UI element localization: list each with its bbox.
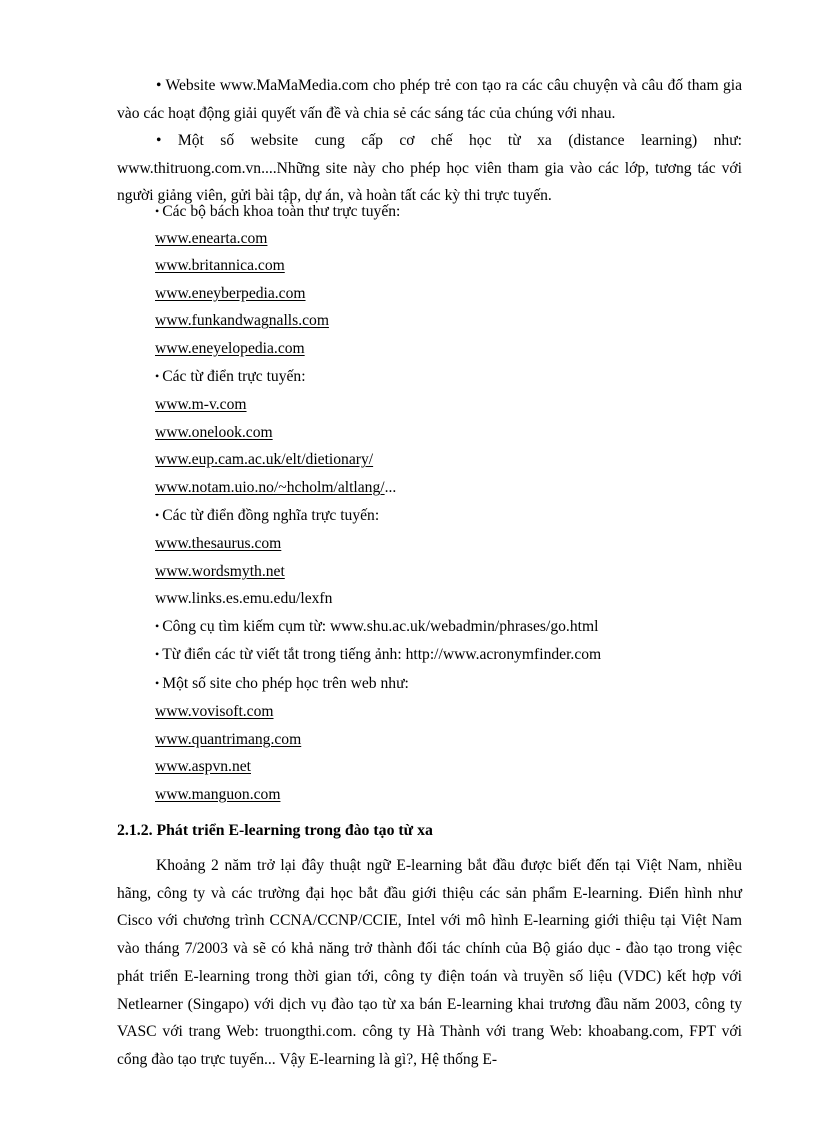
ellipsis-text: ...: [384, 479, 397, 496]
web-learning-label-line: [155, 674, 409, 694]
section-heading: 2.1.2. Phát triển E-learning trong đào tạo từ xa: [117, 822, 433, 839]
link-onelook[interactable]: www.onelook.com: [155, 424, 273, 441]
bullet-icon: •: [155, 369, 160, 383]
section-body-paragraph: Khoảng 2 năm trở lại đây thuật ngữ E-learning bắt đầu được biết đến tại Việt Nam, nhiều hãng, công ty và các trường đại học bắt đầu giới thiệu các sản phẩm E-learning. Điển hình như Cisco với chương trình CCNA/CCNP/CCIE, Intel với mô hình E-learning giới thiệu tại Việt Nam vào tháng 7/2003 và sẽ có khả năng trở thành đối tác chính của Bộ giáo dục - đào tạo trong việc phát triển E-learning trong thời gian tới, công ty điện toán và truyền số liệu (VDC) kết hợp với Netlearner (Singapo) với dịch vụ đào tạo từ xa bán E-learning khai trương đầu năm 2003, công ty VASC với trang Web: truongthi.com. công ty Hà Thành với trang Web: khoabang.com, FPT với cổng đào tạo trực tuyến... Vậy E-learning là gì?, Hệ thống E-: [117, 857, 742, 1068]
paragraph-distance-learning: • Một số website cung cấp cơ chế học từ xa (distance learning) như: www.thitruong.com.vn....Những site này cho phép học viên tham gia vào các lớp, tương tác với người giảng viên, gửi bài tập, dự án, và hoàn tất các kỳ thi trực tuyến.: [117, 132, 742, 205]
link-aspvn[interactable]: www.aspvn.net: [155, 758, 251, 775]
link-notam-altlang[interactable]: www.notam.uio.no/~hcholm/altlang/: [155, 479, 385, 496]
web-learning-label: Một số site cho phép học trên web như:: [162, 675, 409, 692]
thesauri-label-line: [155, 506, 379, 526]
encyclopedias-label-line: [155, 202, 400, 222]
dictionaries-label: Các từ điển trực tuyến:: [162, 368, 306, 385]
bullet-icon: •: [155, 204, 160, 218]
link-cyberpedia[interactable]: www.eneyberpedia.com: [155, 285, 306, 302]
bullet-icon: •: [155, 619, 160, 633]
acronyms-text: Từ điển các từ viết tắt trong tiếng ảnh: http://www.acronymfinder.com: [162, 646, 602, 663]
link-manguon[interactable]: www.manguon.com: [155, 786, 281, 803]
thesauri-label: Các từ điển đồng nghĩa trực tuyến:: [162, 507, 380, 524]
link-funkandwagnalls[interactable]: www.funkandwagnalls.com: [155, 312, 329, 329]
link-wordsmyth[interactable]: www.wordsmyth.net: [155, 563, 285, 580]
phrase-search-line: [155, 617, 598, 637]
links-lexfn-text: www.links.es.emu.edu/lexfn: [155, 590, 333, 607]
link-vovisoft[interactable]: www.vovisoft.com: [155, 703, 274, 720]
link-quantrimang[interactable]: www.quantrimang.com: [155, 731, 302, 748]
bullet-icon: •: [155, 508, 160, 522]
encyclopedias-label: Các bộ bách khoa toàn thư trực tuyến:: [162, 203, 401, 220]
link-thesaurus[interactable]: www.thesaurus.com: [155, 535, 282, 552]
acronyms-line: [155, 645, 601, 665]
bullet-icon: •: [155, 647, 160, 661]
paragraph-mamamedia: • Website www.MaMaMedia.com cho phép trẻ con tạo ra các câu chuyện và câu đố tham gia vào các hoạt động giải quyết vấn đề và chia sẻ các sáng tác của chúng với nhau.: [117, 77, 742, 122]
phrase-search-text: Công cụ tìm kiếm cụm từ: www.shu.ac.uk/webadmin/phrases/go.html: [162, 618, 599, 635]
dictionaries-label-line: [155, 367, 306, 387]
link-m-v[interactable]: www.m-v.com: [155, 396, 247, 413]
link-britannica[interactable]: www.britannica.com: [155, 257, 285, 274]
link-encarta[interactable]: www.enearta.com: [155, 230, 268, 247]
bullet-icon: •: [155, 676, 160, 690]
link-encyclopedia[interactable]: www.eneyelopedia.com: [155, 340, 305, 357]
link-cambridge-dictionary[interactable]: www.eup.cam.ac.uk/elt/dietionary/: [155, 451, 374, 468]
